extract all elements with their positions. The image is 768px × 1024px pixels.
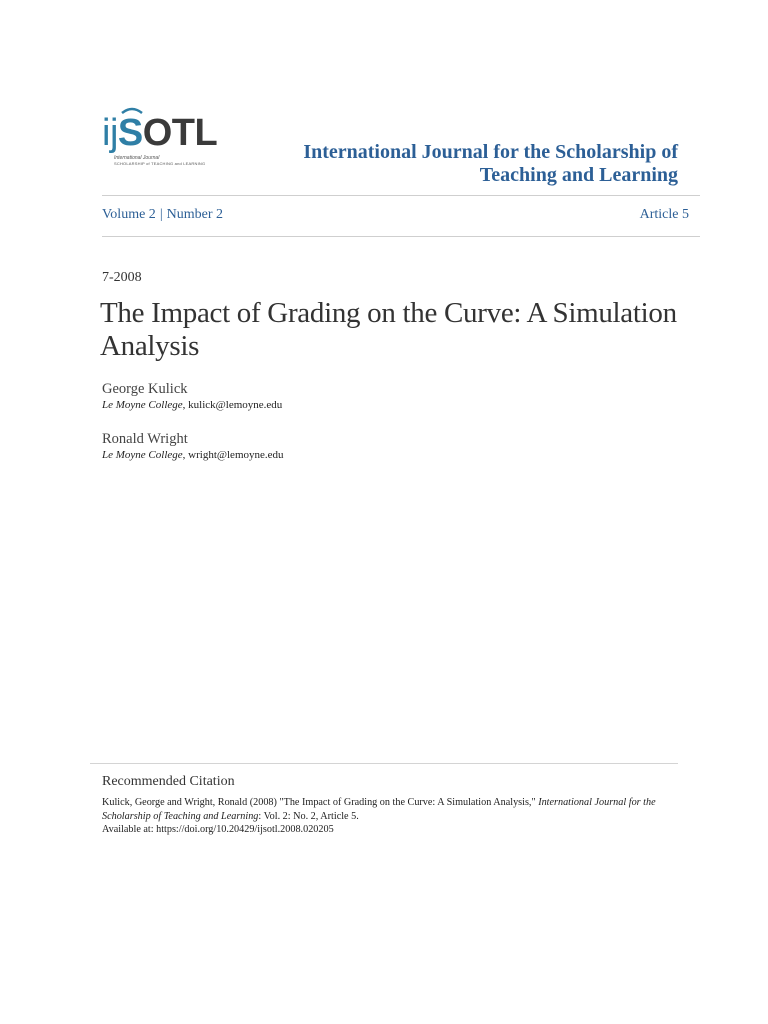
author-affiliation: [102, 398, 282, 412]
issue-info: [102, 207, 223, 223]
logo-subtitle: [114, 155, 205, 167]
journal-title[interactable]: [258, 141, 678, 187]
citation-doi[interactable]: Available at: https://doi.org/10.20429/ijsotl.2008.020205: [102, 824, 334, 835]
article-link[interactable]: Article 5: [639, 207, 689, 222]
issue-bar: [102, 207, 689, 223]
publication-date: 7-2008: [102, 270, 142, 285]
issue-separator: |: [159, 207, 163, 222]
logo-subtitle-line2: SCHOLARSHIP of TEACHING and LEARNING: [114, 161, 206, 166]
author-affiliation: [102, 448, 284, 462]
logo-otl: OTL: [142, 112, 218, 154]
citation-part2: : Vol. 2: No. 2, Article 5.: [258, 810, 359, 822]
logo-cap-icon: [120, 107, 144, 117]
citation-text: [102, 796, 677, 837]
citation-divider: [90, 763, 678, 764]
citation-heading: Recommended Citation: [102, 774, 235, 789]
journal-logo: [102, 113, 227, 175]
journal-title-line1: International Journal for the Scholarship of: [303, 141, 678, 163]
author-email: , kulick@lemoyne.edu: [182, 399, 283, 411]
author-block: [102, 430, 284, 462]
author-name: Ronald Wright: [102, 431, 188, 447]
header-divider-top: [102, 195, 700, 196]
author-institution: Le Moyne College: [102, 449, 183, 461]
logo-subtitle-line1: International Journal: [114, 155, 160, 161]
number-link[interactable]: Number 2: [166, 207, 224, 222]
author-email: , wright@lemoyne.edu: [182, 449, 284, 461]
logo-s-letter: S: [117, 112, 143, 154]
header-divider-bottom: [102, 236, 700, 237]
author-name: George Kulick: [102, 381, 188, 397]
author-block: [102, 380, 282, 412]
citation-journal: International Journal for the Scholarship of Teaching and Learning: [102, 797, 656, 822]
journal-title-line2: Teaching and Learning: [479, 164, 678, 186]
citation-part1: Kulick, George and Wright, Ronald (2008) "The Impact of Grading on the Curve: A Simulation Analysis,": [102, 797, 539, 808]
author-institution: Le Moyne College: [102, 399, 183, 411]
volume-link[interactable]: Volume 2: [102, 207, 156, 222]
article-title: The Impact of Grading on the Curve: A Simulation Analysis: [100, 297, 677, 362]
logo-s: [118, 113, 143, 153]
logo-wordmark: [102, 113, 217, 153]
logo-ij: ij: [102, 112, 118, 154]
